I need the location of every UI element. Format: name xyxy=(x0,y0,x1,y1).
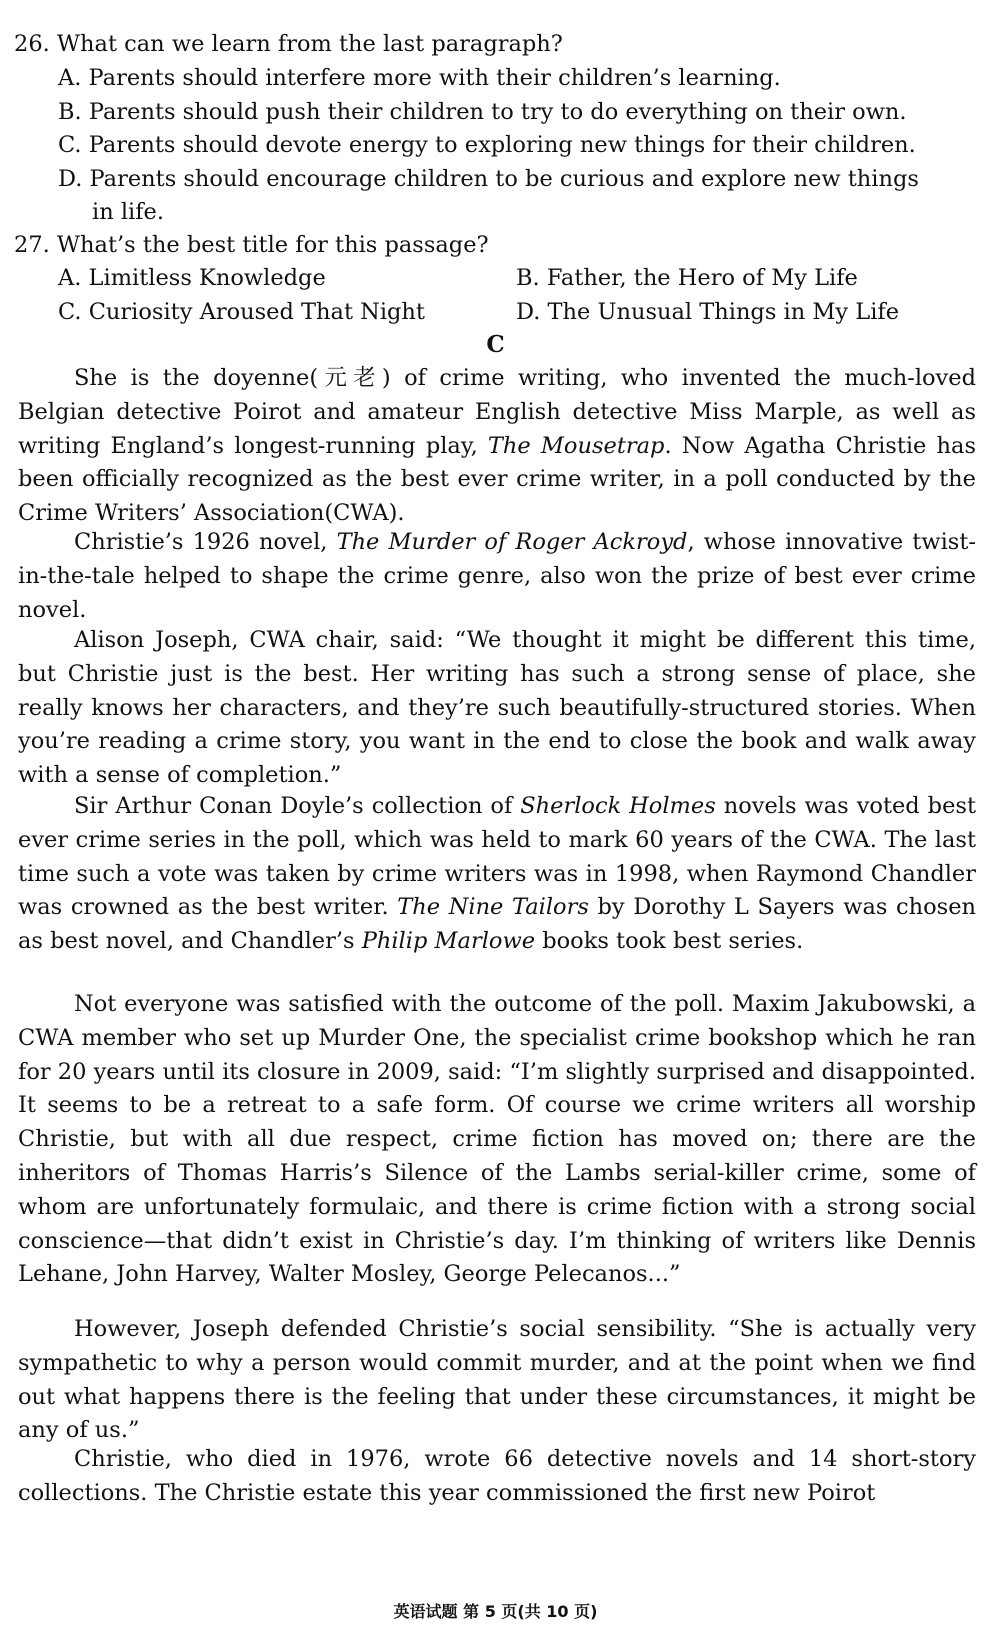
question-27-option-b: B. Father, the Hero of My Life xyxy=(516,265,858,291)
passage-paragraph-6: However, Joseph defended Christie’s social sensibility. “She is actually very sympathetic to why a person would commit murder, and at the point when we find out what happens there is the feeling that under these circumstances, it might be any of us.” xyxy=(18,1316,976,1444)
question-26-option-a: A. Parents should interfere more with their children’s learning. xyxy=(58,65,781,91)
question-27-option-c: C. Curiosity Aroused That Night xyxy=(58,299,425,325)
question-27-stem: 27. What’s the best title for this passage? xyxy=(14,232,489,258)
series-title: Sherlock Holmes xyxy=(520,793,716,819)
question-26-option-c: C. Parents should devote energy to exploring new things for their children. xyxy=(58,132,916,158)
play-title: The Mousetrap xyxy=(487,432,665,459)
passage-paragraph-1: She is the doyenne(元老) of crime writing, who invented the much-loved Belgian detective Poirot and amateur English detective Miss Marple, as well as writing England’s longest-running play, The Mousetrap. Now Agatha Christie has been officially recognized as the best ever crime writer, in a poll conducted by the Crime Writers’ Association(CWA). xyxy=(18,365,976,527)
question-27-options-row-1 xyxy=(58,262,978,296)
question-26-option-d-continued: in life. xyxy=(92,199,165,225)
section-heading: C xyxy=(486,331,505,358)
passage-paragraph-2: Christie’s 1926 novel, The Murder of Roger Ackroyd, whose innovative twist-in-the-tale helped to shape the crime genre, also won the prize of best ever crime novel. xyxy=(18,529,976,623)
novel-title: The Murder of Roger Ackroyd xyxy=(336,529,688,555)
passage-paragraph-7: Christie, who died in 1976, wrote 66 detective novels and 14 short-story collections. The Christie estate this year commissioned the first new Poirot xyxy=(18,1446,976,1506)
passage-paragraph-3: Alison Joseph, CWA chair, said: “We thought it might be different this time, but Christie just is the best. Her writing has such a strong sense of place, she really knows her characters, and they’re such beautifully-structured stories. When you’re reading a crime story, you want in the end to close the book and walk away with a sense of completion.” xyxy=(18,627,976,789)
sayers-novel-title: The Nine Tailors xyxy=(397,894,589,921)
question-26-option-d: D. Parents should encourage children to be curious and explore new things xyxy=(58,166,919,192)
page-footer: 英语试题 第 5 页(共 10 页) xyxy=(393,1602,598,1621)
chandler-series-title: Philip Marlowe xyxy=(361,928,536,955)
question-27-options-row-2 xyxy=(58,296,978,330)
question-27-option-d: D. The Unusual Things in My Life xyxy=(516,299,900,325)
passage-paragraph-4: Sir Arthur Conan Doyle’s collection of Sherlock Holmes novels was voted best ever crime series in the poll, which was held to mark 60 years of the CWA. The last time such a vote was taken by crime writers was in 1998, when Raymond Chandler was crowned as the best writer. The Nine Tailors by Dorothy L Sayers was chosen as best novel, and Chandler’s Philip Marlowe books took best series. xyxy=(18,793,977,955)
question-26-stem: 26. What can we learn from the last paragraph? xyxy=(14,31,563,57)
question-27-option-a: A. Limitless Knowledge xyxy=(58,265,326,291)
question-26-option-b: B. Parents should push their children to try to do everything on their own. xyxy=(58,99,907,125)
passage-paragraph-5: Not everyone was satisfied with the outcome of the poll. Maxim Jakubowski, a CWA member who set up Murder One, the specialist crime bookshop which he ran for 20 years until its closure in 2009, said: “I’m slightly surprised and disappointed. It seems to be a retreat to a safe form. Of course we crime writers all worship Christie, but with all due respect, crime fiction has moved on; there are the inheritors of Thomas Harris’s Silence of the Lambs serial-killer crime, some of whom are unfortunately formulaic, and there is crime fiction with a strong social conscience—that didn’t exist in Christie’s day. I’m thinking of writers like Dennis Lehane, John Harvey, Walter Mosley, George Pelecanos...” xyxy=(18,991,976,1288)
